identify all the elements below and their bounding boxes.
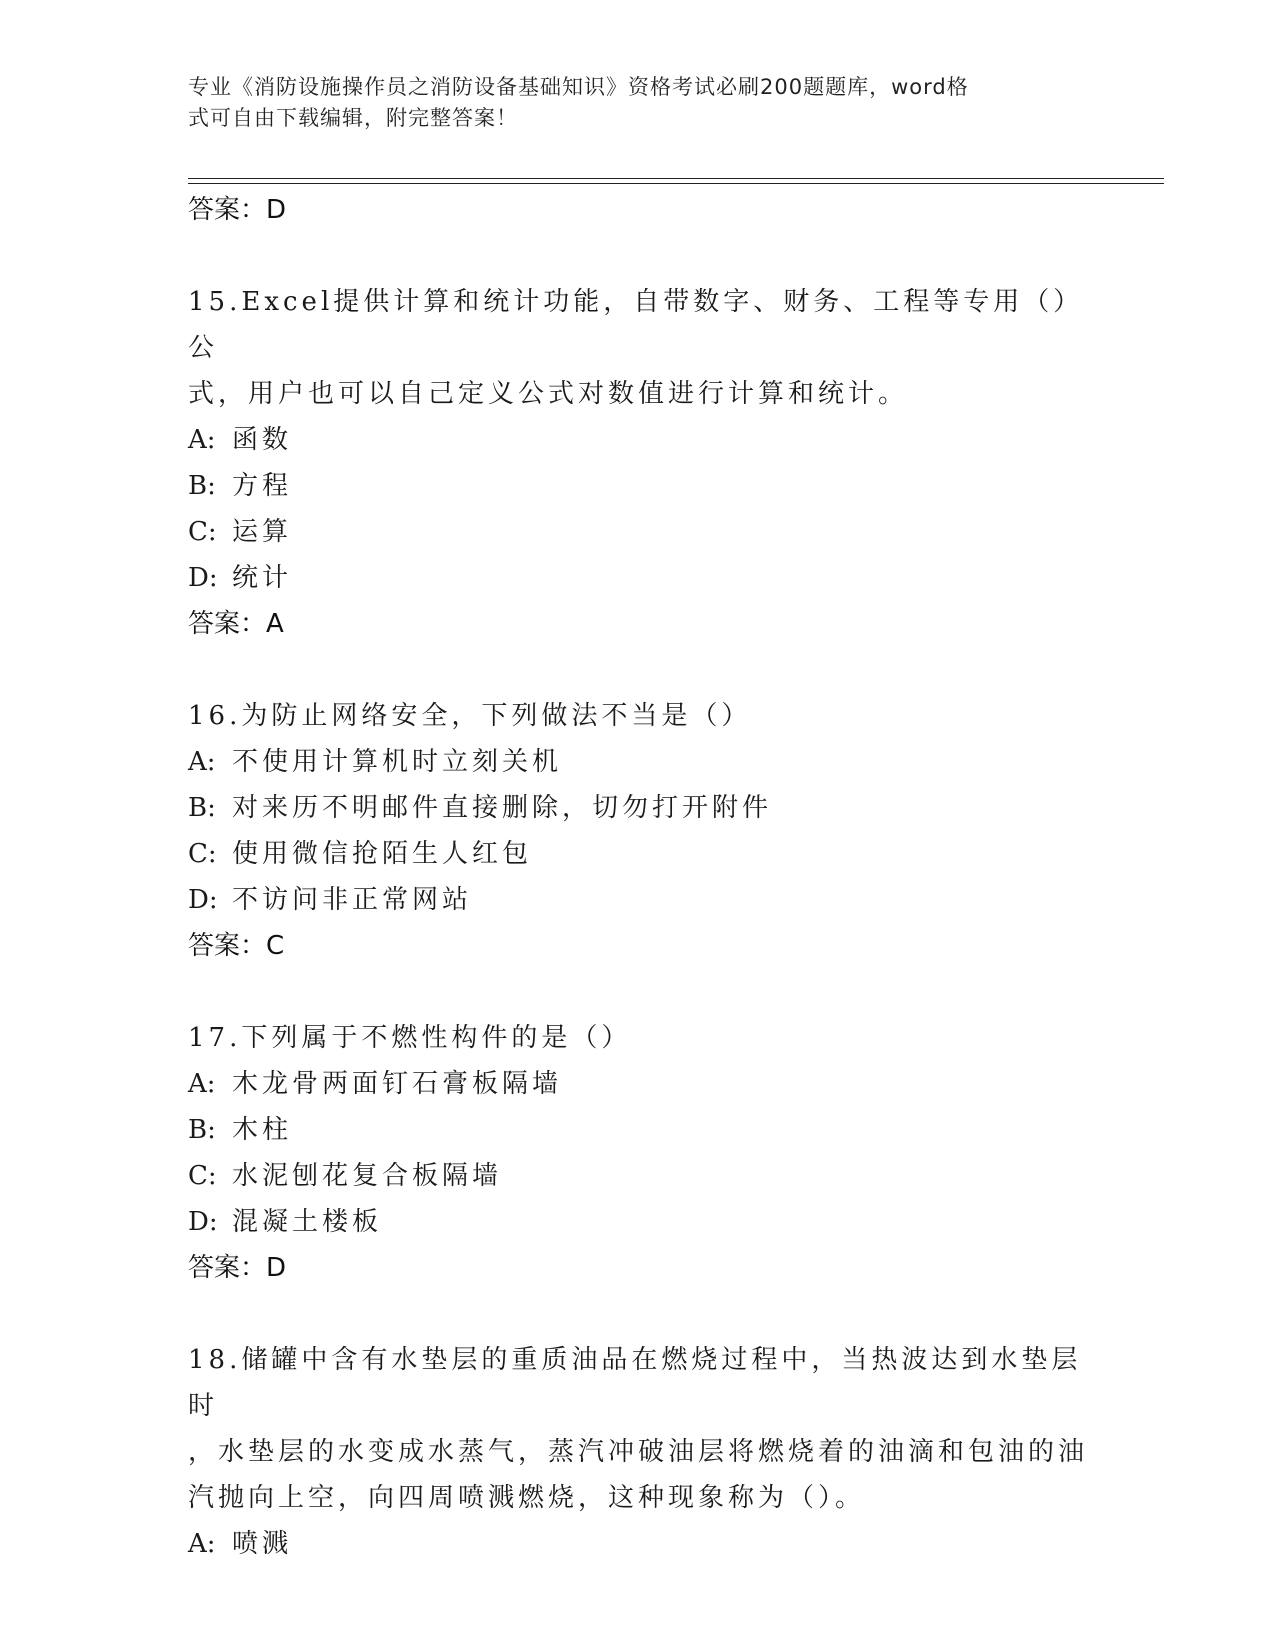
header-rule-top bbox=[188, 178, 1164, 179]
question-17-option-d bbox=[188, 1199, 1088, 1245]
option-key: A: bbox=[188, 1529, 216, 1559]
question-15-option-d bbox=[188, 555, 1088, 601]
option-text: 木龙骨两面钉石膏板隔墙 bbox=[232, 1069, 563, 1099]
spacer bbox=[188, 647, 1088, 693]
spacer bbox=[188, 233, 1088, 279]
question-15-answer: 答案：A bbox=[188, 609, 284, 639]
question-17-line-1: 17.下列属于不燃性构件的是（） bbox=[188, 1023, 632, 1053]
question-15 bbox=[188, 279, 1088, 647]
question-16-option-a bbox=[188, 739, 1088, 785]
question-17 bbox=[188, 1015, 1088, 1291]
option-key: C: bbox=[188, 839, 217, 869]
option-text: 对来历不明邮件直接删除，切勿打开附件 bbox=[232, 793, 773, 823]
option-key: B: bbox=[188, 471, 216, 501]
question-15-option-b bbox=[188, 463, 1088, 509]
option-text: 不访问非正常网站 bbox=[232, 885, 473, 915]
option-text: 运算 bbox=[232, 517, 293, 547]
option-text: 木柱 bbox=[232, 1115, 293, 1145]
option-key: D: bbox=[188, 885, 218, 915]
question-16-answer: 答案：C bbox=[188, 931, 285, 961]
header-line-2: 式可自由下载编辑，附完整答案！ bbox=[188, 106, 518, 130]
header-line-1: 专业《消防设施操作员之消防设备基础知识》资格考试必刷200题题库，word格 bbox=[188, 75, 969, 99]
option-text: 函数 bbox=[232, 425, 293, 455]
option-key: B: bbox=[188, 1115, 216, 1145]
option-key: C: bbox=[188, 1161, 217, 1191]
question-18-line-1: 18.储罐中含有水垫层的重质油品在燃烧过程中，当热波达到水垫层时 bbox=[188, 1345, 1082, 1421]
option-key: D: bbox=[188, 1207, 218, 1237]
option-key: A: bbox=[188, 747, 216, 777]
option-key: A: bbox=[188, 425, 216, 455]
question-18-line-3: 汽抛向上空，向四周喷溅燃烧，这种现象称为（）。 bbox=[188, 1483, 866, 1513]
option-text: 不使用计算机时立刻关机 bbox=[232, 747, 563, 777]
question-17-option-a bbox=[188, 1061, 1088, 1107]
question-16 bbox=[188, 693, 1088, 969]
spacer bbox=[188, 1291, 1088, 1337]
question-18-option-a bbox=[188, 1521, 1088, 1567]
option-key: A: bbox=[188, 1069, 216, 1099]
option-text: 水泥刨花复合板隔墙 bbox=[232, 1161, 503, 1191]
question-15-option-c bbox=[188, 509, 1088, 555]
page-header bbox=[188, 72, 1068, 134]
question-18-line-2: ，水垫层的水变成水蒸气，蒸汽冲破油层将燃烧着的油滴和包油的油 bbox=[188, 1437, 1089, 1467]
question-17-option-c bbox=[188, 1153, 1088, 1199]
question-16-option-c bbox=[188, 831, 1088, 877]
question-15-line-2: 式，用户也可以自己定义公式对数值进行计算和统计。 bbox=[188, 379, 909, 409]
option-text: 喷溅 bbox=[232, 1529, 293, 1559]
option-text: 使用微信抢陌生人红包 bbox=[232, 839, 533, 869]
question-18 bbox=[188, 1337, 1088, 1567]
option-text: 混凝土楼板 bbox=[232, 1207, 383, 1237]
question-list bbox=[188, 187, 1088, 1567]
question-17-answer: 答案：D bbox=[188, 1253, 287, 1283]
question-16-option-d bbox=[188, 877, 1088, 923]
question-15-line-1: 15.Excel提供计算和统计功能，自带数字、财务、工程等专用（）公 bbox=[188, 287, 1084, 363]
previous-answer: 答案：D bbox=[188, 195, 287, 225]
question-15-option-a bbox=[188, 417, 1088, 463]
spacer bbox=[188, 969, 1088, 1015]
option-key: C: bbox=[188, 517, 217, 547]
option-key: D: bbox=[188, 563, 218, 593]
question-17-option-b bbox=[188, 1107, 1088, 1153]
header-rule-bottom bbox=[188, 183, 1164, 184]
question-16-option-b bbox=[188, 785, 1088, 831]
question-16-line-1: 16.为防止网络安全，下列做法不当是（） bbox=[188, 701, 752, 731]
option-text: 统计 bbox=[232, 563, 293, 593]
option-text: 方程 bbox=[232, 471, 293, 501]
option-key: B: bbox=[188, 793, 216, 823]
